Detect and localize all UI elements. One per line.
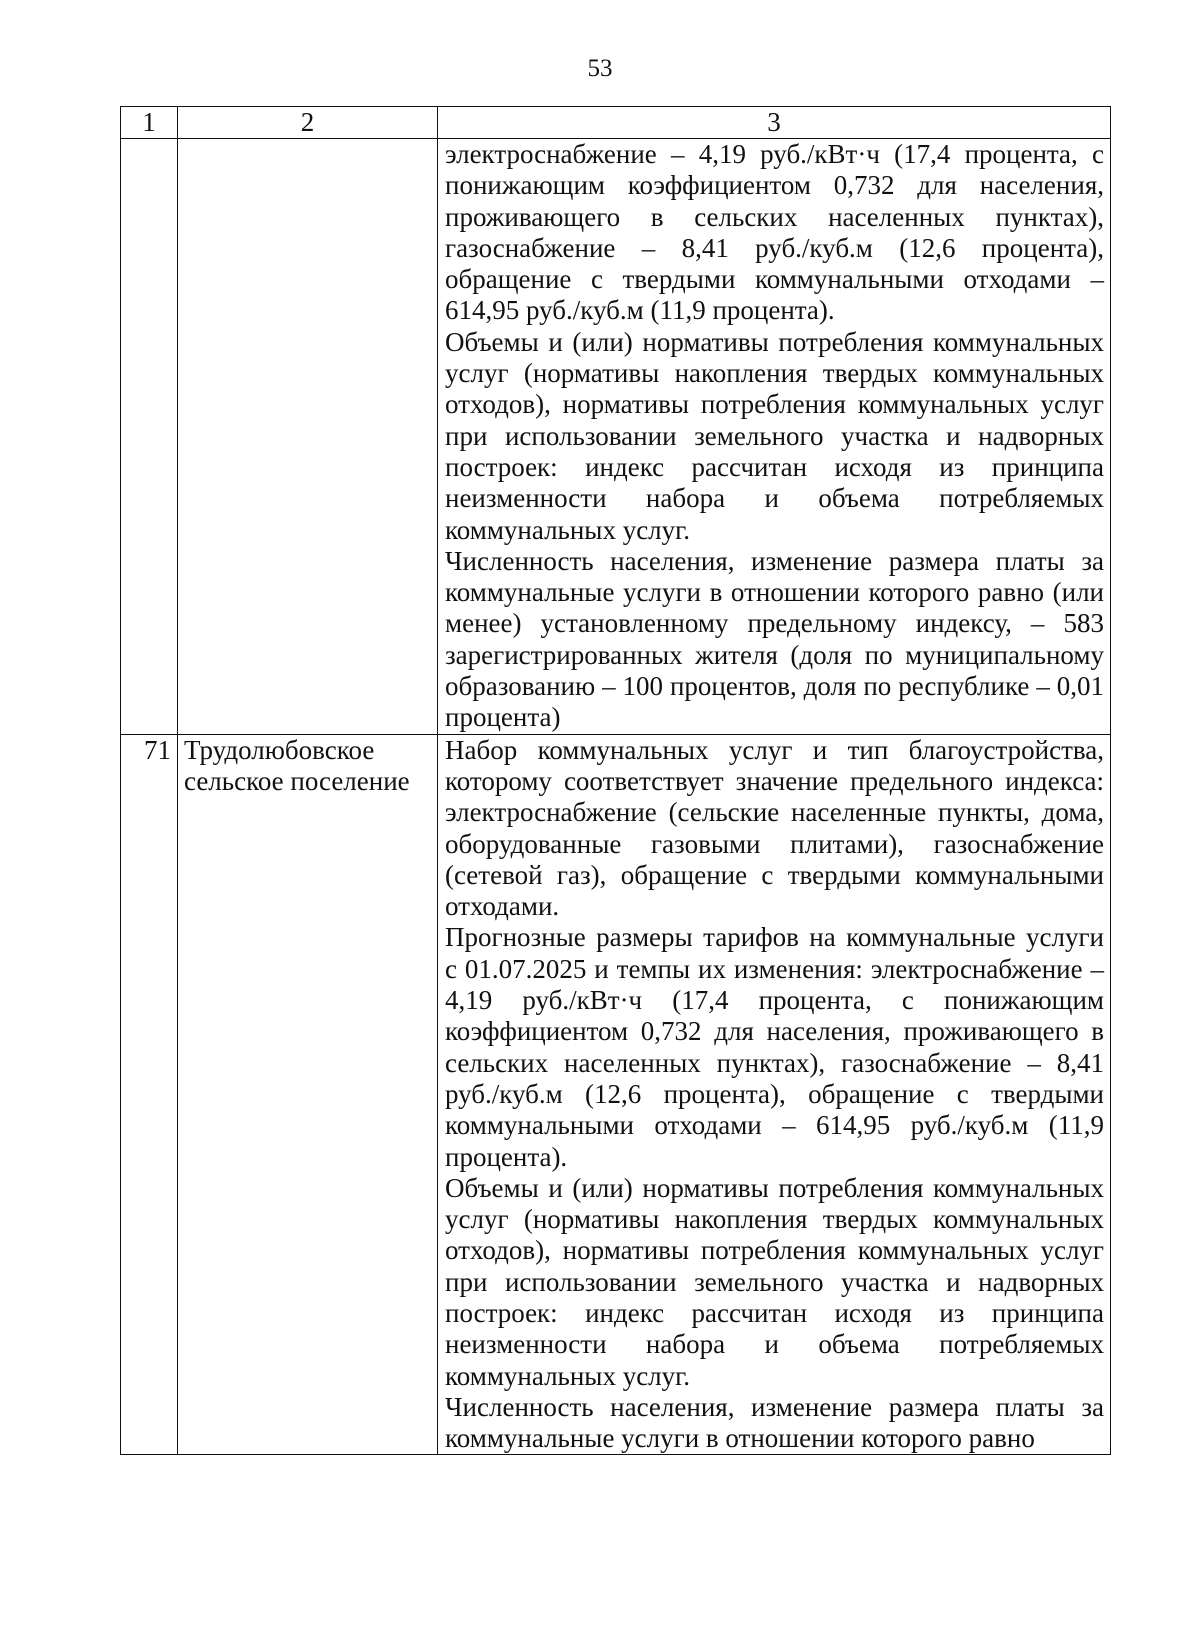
table-row bbox=[121, 139, 1111, 735]
description-paragraph: Численность населения, изменение размера платы за коммунальные услуги в отношении которого равно (или менее) установленному предельному индексу, – 583 зарегистрированных жителя (доля по муниципальному образованию – 100 процентов, доля по республике – 0,01 процента) bbox=[445, 545, 1104, 733]
description-cell bbox=[438, 139, 1111, 735]
description-paragraph: Объемы и (или) нормативы потребления коммунальных услуг (нормативы накопления твердых коммунальных отходов), нормативы потребления коммунальных услуг при использовании земельного участка и надворных построек: индекс рассчитан исходя из принципа неизменности набора и объема потребляемых коммунальных услуг. bbox=[445, 326, 1104, 545]
column-header-1: 1 bbox=[121, 107, 178, 139]
tariff-table bbox=[120, 106, 1111, 1455]
description-paragraph: Прогнозные размеры тарифов на коммунальные услуги с 01.07.2025 и темпы их изменения: электроснабжение – 4,19 руб./кВт·ч (17,4 процента, с понижающим коэффициентом 0,732 для населения, проживающего в сельских населенных пунктах), газоснабжение – 8,41 руб./куб.м (12,6 процента), обращение с твердыми коммунальными отходами – 614,95 руб./куб.м (11,9 процента). bbox=[445, 922, 1104, 1172]
description-paragraph: Объемы и (или) нормативы потребления коммунальных услуг (нормативы накопления твердых коммунальных отходов), нормативы потребления коммунальных услуг при использовании земельного участка и надворных построек: индекс рассчитан исходя из принципа неизменности набора и объема потребляемых коммунальных услуг. bbox=[445, 1172, 1104, 1391]
page-number: 53 bbox=[587, 55, 613, 82]
row-number-cell: 71 bbox=[121, 734, 178, 1455]
description-cell bbox=[438, 734, 1111, 1455]
description-paragraph: Набор коммунальных услуг и тип благоустройства, которому соответствует значение предельного индекса: электроснабжение (сельские населенные пункты, дома, оборудованные газовыми плитами), газоснабжение (сетевой газ), обращение с твердыми коммунальными отходами. bbox=[445, 734, 1104, 922]
municipality-name-cell: Трудолюбовское сельское поселение bbox=[178, 734, 438, 1455]
row-number-cell bbox=[121, 139, 178, 735]
table-header-row bbox=[121, 107, 1111, 139]
description-paragraph: Численность населения, изменение размера платы за коммунальные услуги в отношении которого равно bbox=[445, 1391, 1104, 1454]
table-row bbox=[121, 734, 1111, 1455]
column-header-2: 2 bbox=[178, 107, 438, 139]
description-paragraph: электроснабжение – 4,19 руб./кВт·ч (17,4 процента, с понижающим коэффициентом 0,732 для населения, проживающего в сельских населенных пунктах), газоснабжение – 8,41 руб./куб.м (12,6 процента), обращение с твердыми коммунальными отходами – 614,95 руб./куб.м (11,9 процента). bbox=[445, 139, 1104, 326]
municipality-name-cell bbox=[178, 139, 438, 735]
column-header-3: 3 bbox=[438, 107, 1111, 139]
